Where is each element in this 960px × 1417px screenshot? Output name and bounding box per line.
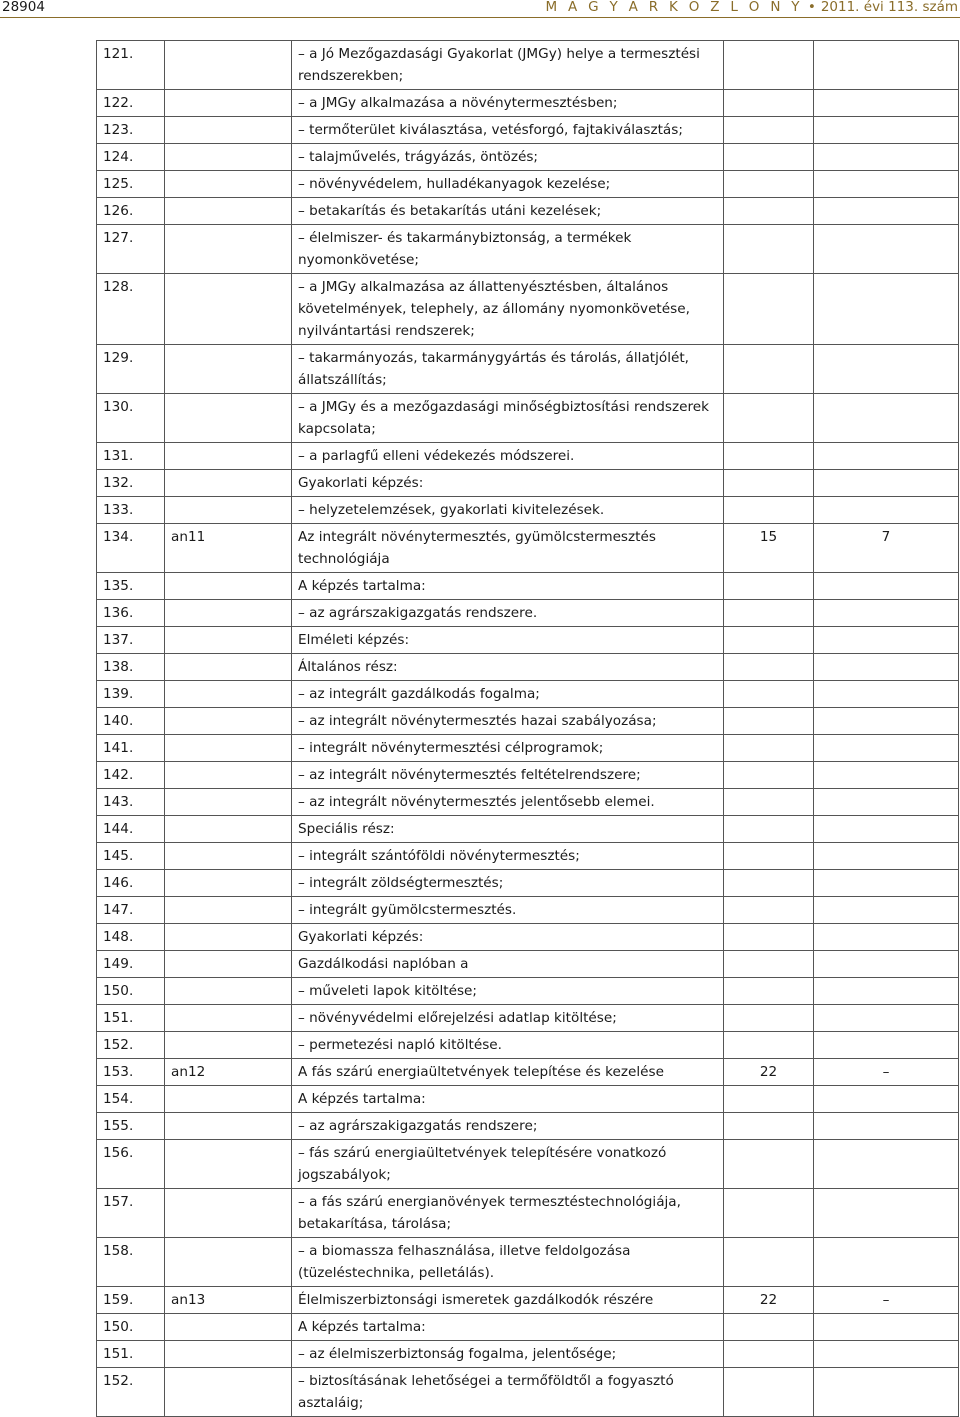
hours-practice (814, 274, 959, 345)
hours-practice (814, 627, 959, 654)
row-text: Az integrált növénytermesztés, gyümölcstermesztés technológiája (292, 524, 724, 573)
table-row (97, 1314, 959, 1341)
hours-theory (724, 1005, 814, 1032)
row-number: 134. (97, 524, 165, 573)
row-number: 125. (97, 171, 165, 198)
hours-practice (814, 1140, 959, 1189)
row-number: 124. (97, 144, 165, 171)
hours-theory (724, 198, 814, 225)
row-number: 139. (97, 681, 165, 708)
module-code (165, 1368, 292, 1417)
module-code (165, 600, 292, 627)
row-number: 154. (97, 1086, 165, 1113)
row-text: Élelmiszerbiztonsági ismeretek gazdálkodók részére (292, 1287, 724, 1314)
hours-theory (724, 627, 814, 654)
row-text: – az integrált növénytermesztés hazai szabályozása; (292, 708, 724, 735)
row-text: – takarmányozás, takarmánygyártás és tárolás, állatjólét, állatszállítás; (292, 345, 724, 394)
hours-practice (814, 144, 959, 171)
table-row (97, 394, 959, 443)
module-code (165, 843, 292, 870)
table-row (97, 470, 959, 497)
hours-theory (724, 394, 814, 443)
row-text: – fás szárú energiaültetvények telepítésére vonatkozó jogszabályok; (292, 1140, 724, 1189)
table-row (97, 978, 959, 1005)
row-text: Gyakorlati képzés: (292, 470, 724, 497)
module-code (165, 681, 292, 708)
module-code (165, 394, 292, 443)
hours-theory (724, 41, 814, 90)
table-row (97, 681, 959, 708)
row-text: – termőterület kiválasztása, vetésforgó, fajtakiválasztás; (292, 117, 724, 144)
row-text: – a JMGy és a mezőgazdasági minőségbiztosítási rendszerek kapcsolata; (292, 394, 724, 443)
module-code (165, 708, 292, 735)
row-number: 141. (97, 735, 165, 762)
module-code (165, 870, 292, 897)
table-row (97, 90, 959, 117)
row-number: 144. (97, 816, 165, 843)
row-number: 128. (97, 274, 165, 345)
hours-practice (814, 470, 959, 497)
row-number: 127. (97, 225, 165, 274)
hours-practice (814, 789, 959, 816)
module-code (165, 345, 292, 394)
hours-theory (724, 573, 814, 600)
row-text: A képzés tartalma: (292, 573, 724, 600)
row-number: 142. (97, 762, 165, 789)
row-number: 150. (97, 978, 165, 1005)
hours-theory: 15 (724, 524, 814, 573)
row-number: 150. (97, 1314, 165, 1341)
row-number: 130. (97, 394, 165, 443)
row-text: – az agrárszakigazgatás rendszere. (292, 600, 724, 627)
table-body (97, 41, 959, 1417)
hours-theory (724, 117, 814, 144)
module-code (165, 951, 292, 978)
row-text: – az integrált gazdálkodás fogalma; (292, 681, 724, 708)
hours-theory (724, 600, 814, 627)
hours-theory (724, 1341, 814, 1368)
table-row (97, 708, 959, 735)
journal-issue: 2011. évi 113. szám (820, 0, 958, 15)
row-number: 157. (97, 1189, 165, 1238)
hours-theory (724, 144, 814, 171)
hours-theory (724, 1189, 814, 1238)
row-text: – az agrárszakigazgatás rendszere; (292, 1113, 724, 1140)
row-number: 152. (97, 1032, 165, 1059)
hours-practice (814, 735, 959, 762)
table-row (97, 951, 959, 978)
hours-theory (724, 345, 814, 394)
row-text: – az integrált növénytermesztés jelentősebb elemei. (292, 789, 724, 816)
row-number: 147. (97, 897, 165, 924)
module-code (165, 1140, 292, 1189)
module-code (165, 789, 292, 816)
module-code: an13 (165, 1287, 292, 1314)
hours-practice (814, 816, 959, 843)
hours-practice (814, 654, 959, 681)
hours-practice (814, 1005, 959, 1032)
row-text: – integrált gyümölcstermesztés. (292, 897, 724, 924)
hours-theory (724, 1314, 814, 1341)
module-code (165, 90, 292, 117)
table-row (97, 274, 959, 345)
row-text: – az integrált növénytermesztés feltételrendszere; (292, 762, 724, 789)
row-text: – biztosításának lehetőségei a termőföldtől a fogyasztó asztaláig; (292, 1368, 724, 1417)
module-code (165, 41, 292, 90)
module-code (165, 978, 292, 1005)
module-code (165, 1341, 292, 1368)
module-code (165, 1113, 292, 1140)
row-number: 155. (97, 1113, 165, 1140)
module-code (165, 627, 292, 654)
table-row (97, 897, 959, 924)
row-number: 122. (97, 90, 165, 117)
hours-practice: – (814, 1287, 959, 1314)
table-row (97, 171, 959, 198)
hours-practice (814, 600, 959, 627)
hours-theory (724, 681, 814, 708)
hours-theory (724, 1238, 814, 1287)
row-text: A képzés tartalma: (292, 1314, 724, 1341)
hours-practice (814, 1086, 959, 1113)
row-text: A képzés tartalma: (292, 1086, 724, 1113)
table-row (97, 843, 959, 870)
table-row (97, 654, 959, 681)
row-number: 135. (97, 573, 165, 600)
hours-practice (814, 978, 959, 1005)
module-code (165, 1032, 292, 1059)
hours-theory (724, 497, 814, 524)
row-text: Általános rész: (292, 654, 724, 681)
row-number: 140. (97, 708, 165, 735)
hours-theory (724, 762, 814, 789)
module-code (165, 144, 292, 171)
module-code: an11 (165, 524, 292, 573)
module-code (165, 198, 292, 225)
hours-theory (724, 1368, 814, 1417)
hours-theory (724, 443, 814, 470)
hours-theory (724, 90, 814, 117)
module-code (165, 897, 292, 924)
hours-practice (814, 870, 959, 897)
hours-theory (724, 654, 814, 681)
hours-theory (724, 171, 814, 198)
row-text: – permetezési napló kitöltése. (292, 1032, 724, 1059)
table-row (97, 789, 959, 816)
journal-header (545, 0, 958, 15)
row-number: 132. (97, 470, 165, 497)
row-text: – a biomassza felhasználása, illetve feldolgozása (tüzeléstechnika, pelletálás). (292, 1238, 724, 1287)
module-code (165, 654, 292, 681)
row-text: – az élelmiszerbiztonság fogalma, jelentősége; (292, 1341, 724, 1368)
table-row (97, 1368, 959, 1417)
table-row (97, 924, 959, 951)
hours-practice (814, 345, 959, 394)
table-row (97, 1341, 959, 1368)
hours-practice (814, 171, 959, 198)
hours-practice: 7 (814, 524, 959, 573)
hours-practice (814, 1341, 959, 1368)
hours-theory (724, 708, 814, 735)
table-row (97, 198, 959, 225)
module-code (165, 573, 292, 600)
hours-theory (724, 924, 814, 951)
table-row (97, 573, 959, 600)
module-code (165, 171, 292, 198)
module-code (165, 470, 292, 497)
module-code (165, 735, 292, 762)
table-row (97, 117, 959, 144)
table-row (97, 345, 959, 394)
row-text: Gazdálkodási naplóban a (292, 951, 724, 978)
hours-practice (814, 708, 959, 735)
module-code (165, 1314, 292, 1341)
hours-theory (724, 735, 814, 762)
hours-theory (724, 470, 814, 497)
table-row (97, 1140, 959, 1189)
row-text: – élelmiszer- és takarmánybiztonság, a termékek nyomonkövetése; (292, 225, 724, 274)
hours-practice (814, 394, 959, 443)
module-code (165, 762, 292, 789)
row-text: Gyakorlati képzés: (292, 924, 724, 951)
hours-theory: 22 (724, 1287, 814, 1314)
hours-theory (724, 789, 814, 816)
row-number: 136. (97, 600, 165, 627)
module-code (165, 443, 292, 470)
table-row (97, 1189, 959, 1238)
hours-practice (814, 1314, 959, 1341)
table-row (97, 443, 959, 470)
hours-theory (724, 870, 814, 897)
row-text: – talajművelés, trágyázás, öntözés; (292, 144, 724, 171)
module-code (165, 816, 292, 843)
hours-practice (814, 198, 959, 225)
page-number: 28904 (2, 0, 45, 15)
table-row (97, 225, 959, 274)
header-bullet: • (807, 0, 816, 15)
hours-theory (724, 274, 814, 345)
row-text: – a JMGy alkalmazása a növénytermesztésben; (292, 90, 724, 117)
table-row (97, 1086, 959, 1113)
table-row (97, 144, 959, 171)
row-text: A fás szárú energiaültetvények telepítése és kezelése (292, 1059, 724, 1086)
row-text: – növényvédelem, hulladékanyagok kezelése; (292, 171, 724, 198)
hours-practice (814, 497, 959, 524)
row-text: – integrált növénytermesztési célprogramok; (292, 735, 724, 762)
hours-practice (814, 1238, 959, 1287)
table-row (97, 1113, 959, 1140)
hours-practice (814, 41, 959, 90)
row-number: 133. (97, 497, 165, 524)
module-code (165, 1005, 292, 1032)
hours-theory (724, 225, 814, 274)
row-number: 145. (97, 843, 165, 870)
hours-practice: – (814, 1059, 959, 1086)
module-code: an12 (165, 1059, 292, 1086)
table-row (97, 1238, 959, 1287)
row-number: 123. (97, 117, 165, 144)
module-code (165, 1238, 292, 1287)
hours-theory (724, 816, 814, 843)
hours-practice (814, 681, 959, 708)
hours-practice (814, 924, 959, 951)
table-row (97, 1032, 959, 1059)
row-number: 152. (97, 1368, 165, 1417)
hours-theory (724, 897, 814, 924)
row-text: – növényvédelmi előrejelzési adatlap kitöltése; (292, 1005, 724, 1032)
row-text: – a Jó Mezőgazdasági Gyakorlat (JMGy) helye a termesztési rendszerekben; (292, 41, 724, 90)
row-number: 156. (97, 1140, 165, 1189)
row-number: 129. (97, 345, 165, 394)
hours-theory (724, 843, 814, 870)
row-text: – a JMGy alkalmazása az állattenyésztésben, általános követelmények, telephely, az állomány nyomonkövetése, nyilvántartási rendszerek; (292, 274, 724, 345)
row-number: 148. (97, 924, 165, 951)
hours-practice (814, 897, 959, 924)
table-row (97, 870, 959, 897)
hours-theory (724, 951, 814, 978)
table-row (97, 762, 959, 789)
row-number: 158. (97, 1238, 165, 1287)
row-text: – betakarítás és betakarítás utáni kezelések; (292, 198, 724, 225)
hours-theory (724, 978, 814, 1005)
table-row (97, 627, 959, 654)
hours-practice (814, 951, 959, 978)
module-code (165, 1189, 292, 1238)
hours-practice (814, 1189, 959, 1238)
row-text: Speciális rész: (292, 816, 724, 843)
row-number: 121. (97, 41, 165, 90)
hours-practice (814, 1032, 959, 1059)
hours-practice (814, 762, 959, 789)
table-row (97, 497, 959, 524)
row-number: 151. (97, 1341, 165, 1368)
row-number: 151. (97, 1005, 165, 1032)
row-number: 149. (97, 951, 165, 978)
hours-theory (724, 1113, 814, 1140)
hours-theory (724, 1086, 814, 1113)
hours-practice (814, 117, 959, 144)
header-rule (0, 17, 960, 18)
module-code (165, 1086, 292, 1113)
table-row (97, 524, 959, 573)
row-text: – helyzetelemzések, gyakorlati kivitelezések. (292, 497, 724, 524)
hours-theory (724, 1032, 814, 1059)
hours-practice (814, 1368, 959, 1417)
row-text: – a fás szárú energianövények termesztéstechnológiája, betakarítása, tárolása; (292, 1189, 724, 1238)
row-text: – integrált zöldségtermesztés; (292, 870, 724, 897)
table-row (97, 816, 959, 843)
hours-practice (814, 90, 959, 117)
row-number: 138. (97, 654, 165, 681)
row-number: 131. (97, 443, 165, 470)
row-text: – műveleti lapok kitöltése; (292, 978, 724, 1005)
hours-theory (724, 1140, 814, 1189)
row-text: – a parlagfű elleni védekezés módszerei. (292, 443, 724, 470)
table-row (97, 735, 959, 762)
hours-practice (814, 225, 959, 274)
row-number: 143. (97, 789, 165, 816)
row-number: 126. (97, 198, 165, 225)
row-number: 159. (97, 1287, 165, 1314)
row-number: 153. (97, 1059, 165, 1086)
module-code (165, 274, 292, 345)
journal-name: M A G Y A R K Ö Z L Ö N Y (545, 0, 803, 15)
table-row (97, 600, 959, 627)
row-number: 137. (97, 627, 165, 654)
module-code (165, 497, 292, 524)
row-text: – integrált szántóföldi növénytermesztés; (292, 843, 724, 870)
table-row (97, 1287, 959, 1314)
module-code (165, 225, 292, 274)
table-row (97, 41, 959, 90)
hours-practice (814, 1113, 959, 1140)
module-code (165, 117, 292, 144)
row-text: Elméleti képzés: (292, 627, 724, 654)
hours-practice (814, 443, 959, 470)
module-code (165, 924, 292, 951)
hours-practice (814, 843, 959, 870)
table-row (97, 1059, 959, 1086)
table-row (97, 1005, 959, 1032)
page-header (0, 0, 960, 20)
hours-practice (814, 573, 959, 600)
row-number: 146. (97, 870, 165, 897)
curriculum-table (96, 40, 959, 1417)
hours-theory: 22 (724, 1059, 814, 1086)
